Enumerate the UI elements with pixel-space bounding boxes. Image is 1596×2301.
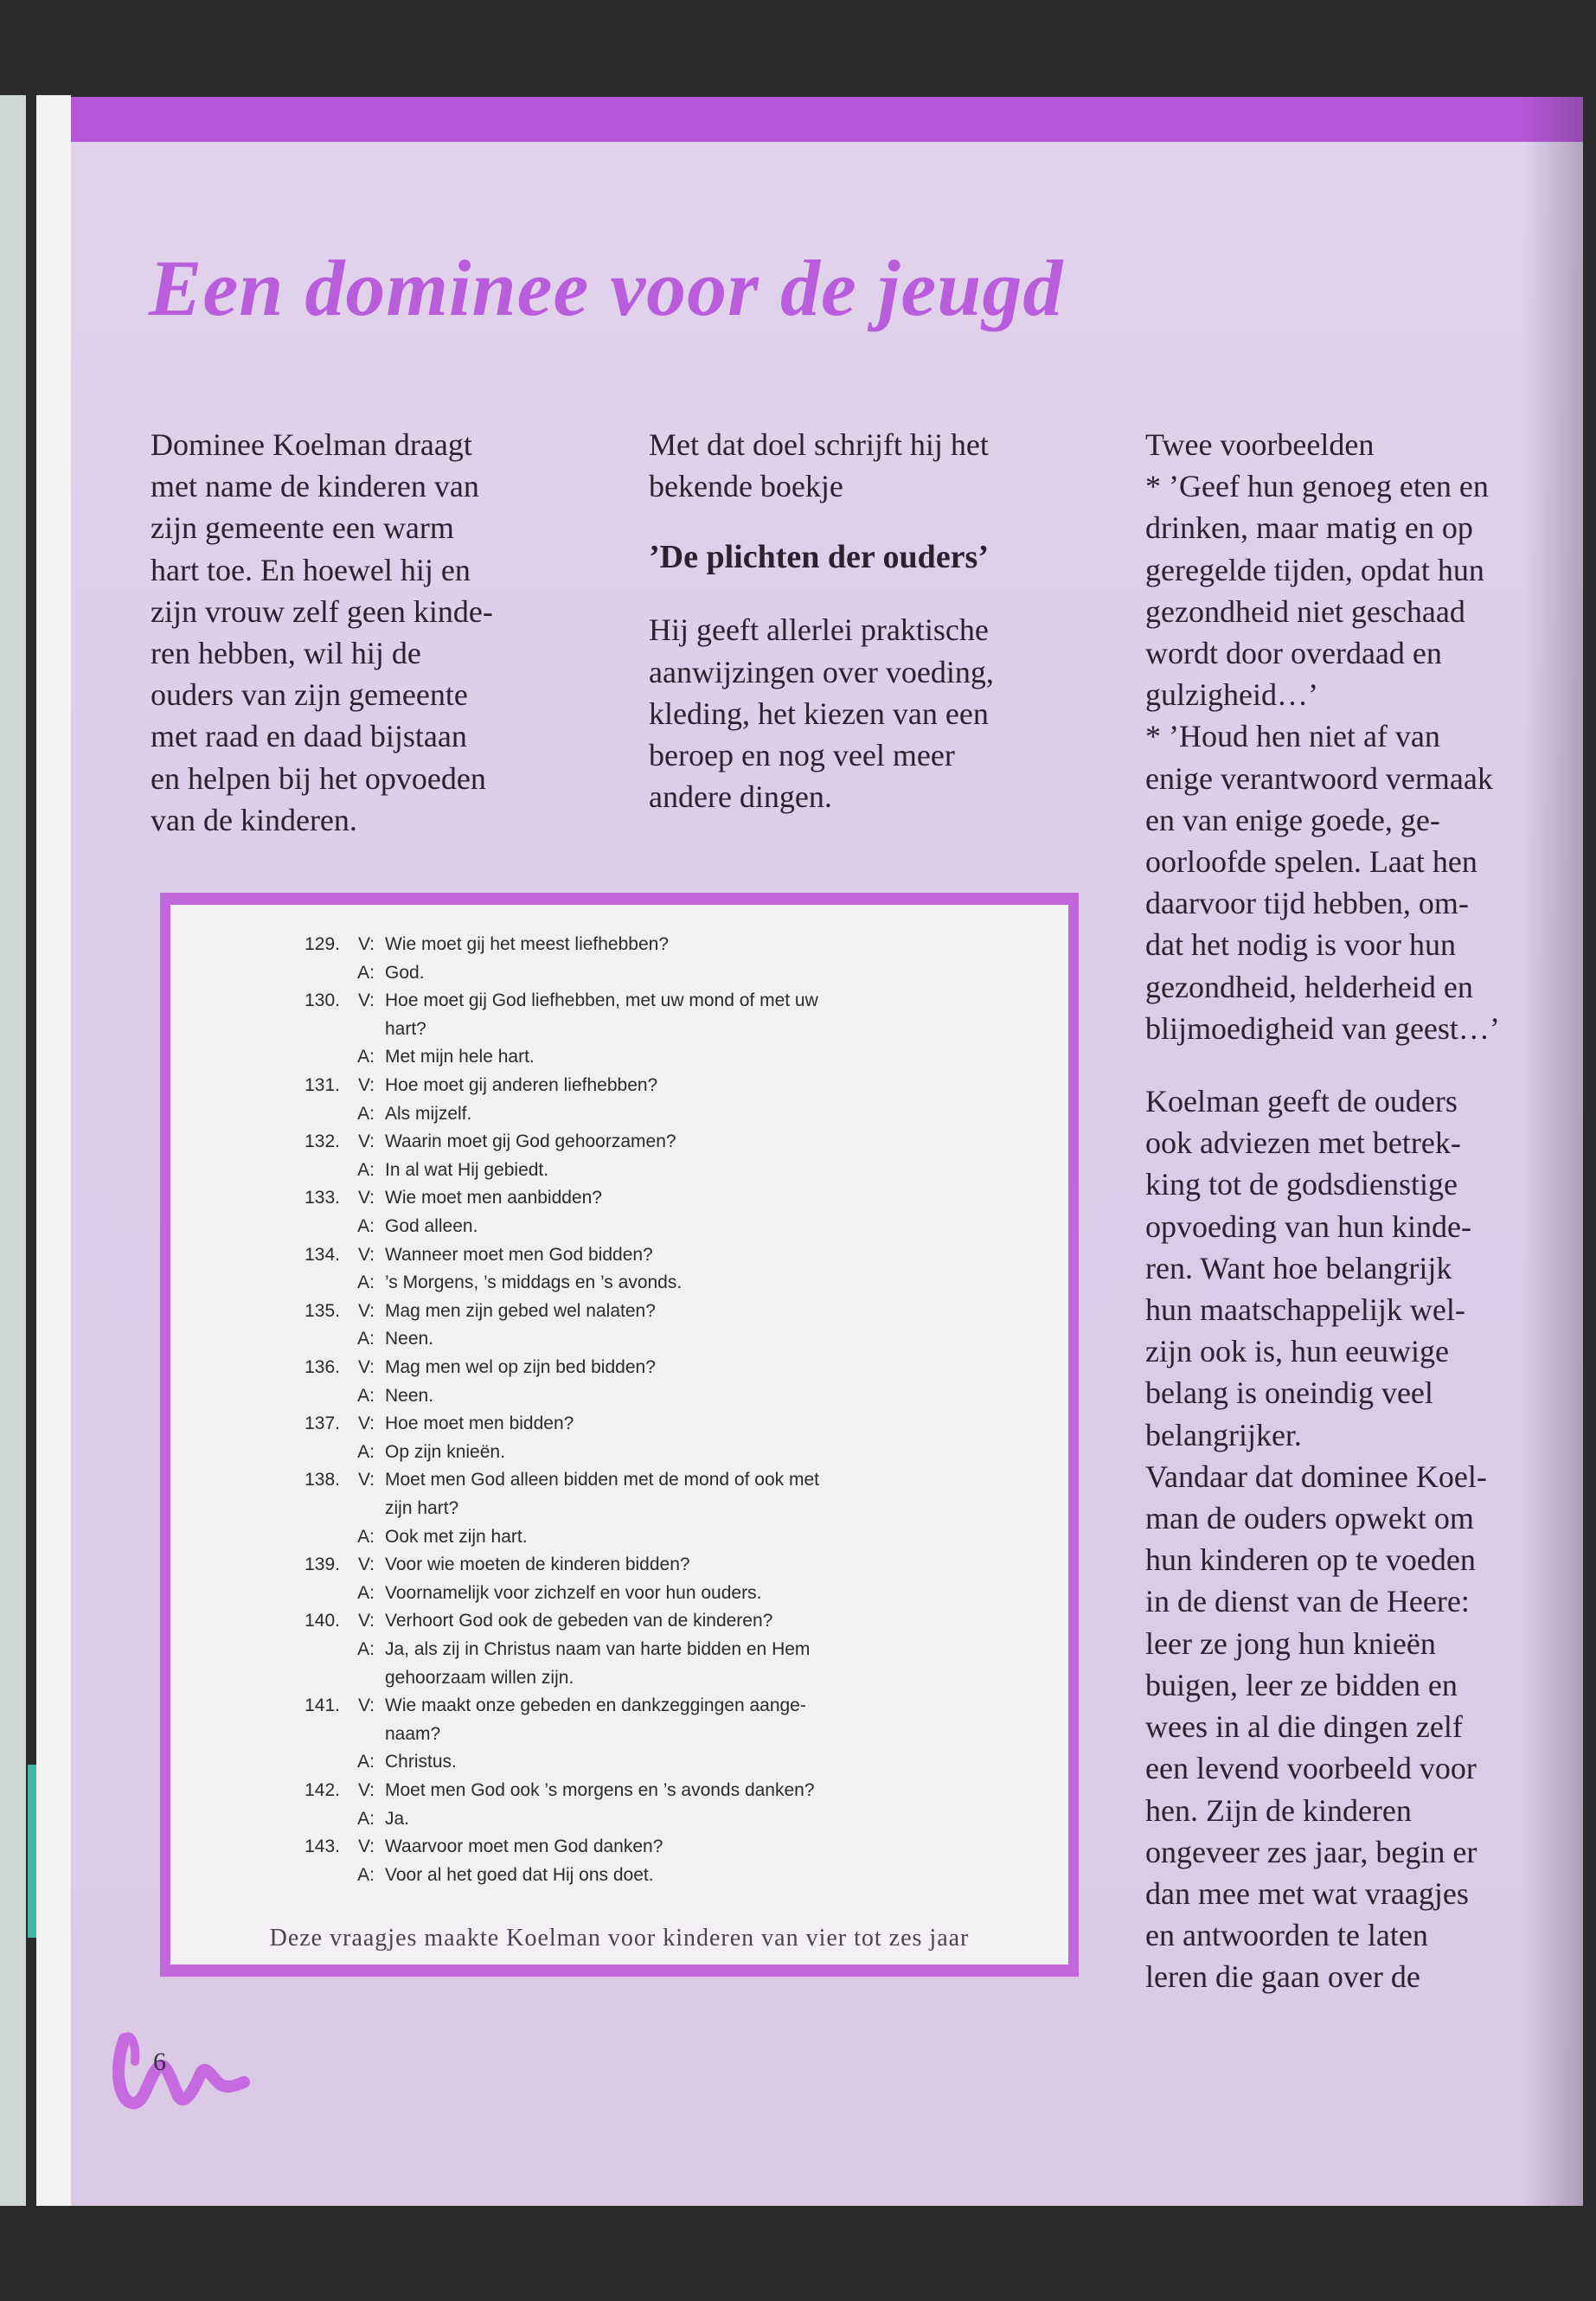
qa-text: Waarvoor moet men God danken? (385, 1836, 663, 1857)
text-line: ongeveer zes jaar, begin er (1145, 1834, 1477, 1869)
qa-label: V: (357, 1413, 375, 1434)
column-2-body (649, 609, 1099, 817)
qa-label: A: (357, 1159, 375, 1180)
text-line: ren. Want hoe belangrijk (1145, 1250, 1452, 1285)
qa-label: V: (357, 1554, 375, 1575)
text-line: hun maatschappelijk wel- (1145, 1292, 1465, 1328)
text-column-1 (151, 424, 600, 841)
text-line: van de kinderen. (151, 802, 357, 837)
text-line: en antwoorden te laten (1145, 1918, 1428, 1953)
qa-text: Als mijzelf. (385, 1103, 472, 1124)
text-line: belangrijker. (1145, 1417, 1302, 1452)
question-number: 143. (304, 1836, 340, 1857)
text-line: beroep en nog veel meer (649, 738, 955, 773)
text-line: oorloofde spelen. Laat hen (1145, 844, 1477, 880)
text-line: een levend voorbeeld voor (1145, 1751, 1477, 1786)
qa-text: Voor al het goed dat Hij ons doet. (385, 1864, 654, 1885)
qa-label: V: (357, 1188, 375, 1208)
qa-label: V: (357, 1300, 375, 1321)
text-line: gulzigheid…’ (1145, 677, 1318, 713)
question-number: 129. (304, 934, 340, 954)
question-number: 138. (304, 1470, 340, 1490)
qa-text: gehoorzaam willen zijn. (385, 1667, 574, 1688)
qa-text: God alleen. (385, 1216, 478, 1236)
qa-label: V: (357, 1695, 375, 1716)
text-line: * ’Houd hen niet af van (1145, 719, 1440, 754)
qa-text: Voornamelijk voor zichzelf en voor hun ouders. (385, 1582, 762, 1603)
book-title: ’De plichten der ouders’ (649, 539, 989, 576)
qa-label: A: (357, 1441, 375, 1462)
qa-label: V: (357, 934, 375, 954)
text-line: buigen, leer ze bidden en (1145, 1667, 1458, 1702)
question-number: 140. (304, 1611, 340, 1631)
text-line: kleding, het kiezen van een (649, 695, 989, 731)
qa-label: A: (357, 1582, 375, 1603)
qa-text: Wie maakt onze gebeden en dankzeggingen aange- (385, 1695, 806, 1716)
qa-text: In al wat Hij gebiedt. (385, 1159, 549, 1180)
text-line: en helpen bij het opvoeden (151, 760, 486, 796)
question-number: 132. (304, 1131, 340, 1152)
text-line: leer ze jong hun knieën (1145, 1625, 1436, 1661)
qa-text: Neen. (385, 1385, 434, 1406)
text-line: gezondheid, helderheid en (1145, 969, 1473, 1004)
qa-label: V: (357, 1244, 375, 1265)
page-number: 6 (153, 2048, 166, 2076)
qa-label: V: (357, 1357, 375, 1377)
question-number: 134. (304, 1244, 340, 1265)
qa-text: Moet men God ook ’s morgens en ’s avonds danken? (385, 1780, 815, 1800)
question-number: 142. (304, 1780, 340, 1800)
text-line: daarvoor tijd hebben, om- (1145, 886, 1469, 921)
text-line: hen. Zijn de kinderen (1145, 1792, 1412, 1828)
qa-text: Verhoort God ook de gebeden van de kinderen? (385, 1611, 773, 1631)
question-number: 136. (304, 1357, 340, 1377)
qa-text: ’s Morgens, ’s middags en ’s avonds. (385, 1272, 683, 1293)
page-edge (36, 95, 71, 2206)
qa-text: Moet men God alleen bidden met de mond of ook met (385, 1470, 819, 1490)
qa-text: Hoe moet men bidden? (385, 1413, 574, 1434)
text-line: drinken, maar matig en op (1145, 510, 1473, 546)
qa-label: A: (357, 1216, 375, 1236)
text-line: man de ouders opwekt om (1145, 1501, 1474, 1536)
text-line: Koelman geeft de ouders (1145, 1084, 1458, 1119)
qa-label: V: (357, 1611, 375, 1631)
qa-text: Voor wie moeten de kinderen bidden? (385, 1554, 690, 1575)
text-line: wees in al die dingen zelf (1145, 1709, 1463, 1745)
text-line: hart toe. En hoewel hij en (151, 552, 471, 587)
text-line: zijn vrouw zelf geen kinde- (151, 593, 493, 629)
qa-label: A: (357, 1329, 375, 1349)
catechism-box (160, 893, 1079, 1977)
purple-swash-logo-icon (106, 2013, 261, 2117)
binding-edge (0, 95, 26, 2206)
question-number: 141. (304, 1695, 340, 1716)
text-line: met name de kinderen van (151, 469, 479, 504)
column-2-intro (649, 424, 1099, 507)
page-curl-shadow (1522, 97, 1583, 2206)
qa-label: A: (357, 1385, 375, 1406)
qa-label: A: (357, 1047, 375, 1067)
qa-text: Ook met zijn hart. (385, 1526, 528, 1547)
text-line: gezondheid niet geschaad (1145, 593, 1465, 629)
qa-text: Christus. (385, 1752, 457, 1772)
text-line: bekende boekje (649, 469, 843, 504)
qa-label: V: (357, 1780, 375, 1800)
text-line: ouders van zijn gemeente (151, 677, 468, 713)
question-number: 137. (304, 1413, 340, 1434)
text-line: aanwijzingen over voeding, (649, 654, 994, 689)
text-column-3 (1145, 424, 1561, 1998)
qa-label: A: (357, 1272, 375, 1293)
text-line: dat het nodig is voor hun (1145, 927, 1456, 963)
qa-text: Mag men wel op zijn bed bidden? (385, 1357, 656, 1377)
text-line: ren hebben, wil hij de (151, 636, 421, 671)
qa-label: V: (357, 990, 375, 1011)
qa-label: A: (357, 1103, 375, 1124)
text-line: enige verantwoord vermaak (1145, 760, 1493, 796)
question-number: 135. (304, 1300, 340, 1321)
text-line: dan mee met wat vraagjes (1145, 1875, 1469, 1911)
text-line: zijn ook is, hun eeuwige (1145, 1334, 1449, 1369)
text-line: wordt door overdaad en (1145, 636, 1442, 671)
qa-text: Hoe moet gij anderen liefhebben? (385, 1075, 658, 1095)
question-number: 131. (304, 1075, 340, 1095)
text-line: Dominee Koelman draagt (151, 427, 472, 462)
header-color-band (71, 97, 1583, 142)
text-line: zijn gemeente een warm (151, 510, 454, 546)
qa-text: Hoe moet gij God liefhebben, met uw mond of met uw (385, 990, 818, 1011)
text-line: hun kinderen op te voeden (1145, 1542, 1476, 1578)
text-line: opvoeding van hun kinde- (1145, 1208, 1471, 1244)
qa-label: V: (357, 1470, 375, 1490)
question-number: 130. (304, 990, 340, 1011)
qa-text: hart? (385, 1018, 426, 1039)
qa-label: A: (357, 962, 375, 983)
text-line: leren die gaan over de (1145, 1959, 1420, 1995)
article-title: Een dominee voor de jeugd (149, 244, 1064, 332)
qa-label: A: (357, 1639, 375, 1659)
text-line: king tot de godsdienstige (1145, 1167, 1458, 1202)
qa-text: Wanneer moet men God bidden? (385, 1244, 653, 1265)
qa-text: Mag men zijn gebed wel nalaten? (385, 1300, 656, 1321)
qa-text: Ja. (385, 1808, 410, 1829)
qa-label: A: (357, 1808, 375, 1829)
text-line: in de dienst van de Heere: (1145, 1584, 1470, 1619)
qa-text: zijn hart? (385, 1498, 459, 1518)
text-line: andere dingen. (649, 779, 832, 815)
text-line: Vandaar dat dominee Koel- (1145, 1458, 1487, 1494)
qa-label: A: (357, 1864, 375, 1885)
text-line: * ’Geef hun genoeg eten en (1145, 469, 1489, 504)
text-line: Twee voorbeelden (1145, 427, 1375, 462)
column-3-quotes (1145, 424, 1561, 1049)
qa-text: Wie moet men aanbidden? (385, 1188, 602, 1208)
text-line: geregelde tijden, opdat hun (1145, 552, 1484, 587)
qa-text: Op zijn knieën. (385, 1441, 505, 1462)
qa-text: Neen. (385, 1329, 434, 1349)
text-line: Hij geeft allerlei praktische (649, 612, 989, 648)
qa-text: Ja, als zij in Christus naam van harte bidden en Hem (385, 1639, 811, 1659)
magazine-page (71, 97, 1583, 2206)
catechism-caption: Deze vraagjes maakte Koelman voor kinderen van vier tot zes jaar (269, 1925, 970, 1952)
text-line: met raad en daad bijstaan (151, 719, 467, 754)
qa-label: V: (357, 1131, 375, 1152)
qa-label: A: (357, 1752, 375, 1772)
text-line: ook adviezen met betrek- (1145, 1125, 1461, 1161)
binding-marker (28, 1765, 36, 1938)
qa-text: Met mijn hele hart. (385, 1047, 535, 1067)
text-line: Met dat doel schrijft hij het (649, 427, 989, 462)
text-line: en van enige goede, ge- (1145, 802, 1440, 837)
qa-label: A: (357, 1526, 375, 1547)
qa-text: God. (385, 962, 425, 983)
text-line: belang is oneindig veel (1145, 1375, 1433, 1411)
qa-text: Waarin moet gij God gehoorzamen? (385, 1131, 676, 1152)
qa-label: V: (357, 1075, 375, 1095)
text-line: blijmoedigheid van geest…’ (1145, 1010, 1500, 1046)
text-column-2 (649, 424, 1099, 817)
column-3-body (1145, 1080, 1561, 1997)
qa-text: naam? (385, 1723, 441, 1744)
qa-text: Wie moet gij het meest liefhebben? (385, 934, 670, 954)
qa-label: V: (357, 1836, 375, 1857)
question-number: 139. (304, 1554, 340, 1575)
question-number: 133. (304, 1188, 340, 1208)
